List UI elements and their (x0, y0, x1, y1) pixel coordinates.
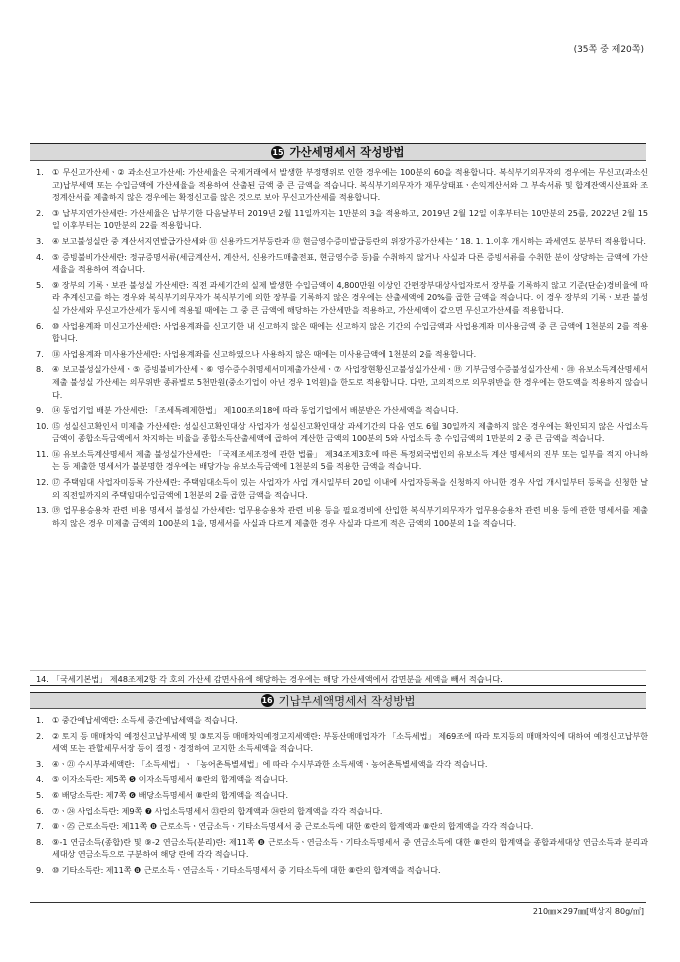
item-number: 6. (36, 805, 44, 816)
section-15-last-item (30, 670, 646, 686)
section-15-list (36, 166, 648, 532)
list-item (36, 714, 648, 727)
item-text: ⑰ 주택임대 사업자미등록 가산세란: 주택임대소득이 있는 사업자가 사업 개시일부터 20일 이내에 사업자등록을 신청하지 아니한 경우 사업 개시일부터 등록을 신청한 날의 직전일까지의 주택임대수입금액에 1천분의 2를 곱한 금액을 적습니다. (52, 477, 648, 500)
item-number: 10. (36, 420, 49, 431)
item-text: ⑯ 유보소득계산명세서 제출 불성실가산세란: 「국제조세조정에 관한 법률」 제34조제3호에 따른 특정외국법인의 유보소득 계산 명세서의 진부 또는 일부를 적지 아니하는 등 제출한 명세서가 불분명한 경우에는 배당가능 유보소득금액에 1천분의 5를 적용한 금액을 적습니다. (52, 448, 648, 472)
list-item (36, 820, 648, 833)
section-15-badge: 15 (272, 147, 284, 157)
item-text: ⑨ 장부의 기록ㆍ보관 불성실 가산세란: 직전 과세기간의 실제 발생한 수입금액이 4,800만원 이상인 간편장부대상사업자로서 장부를 기록하지 않고 기준(단순)경비율에 따라 추계신고를 하는 경우와 복식부기의무자가 복식부기에 의한 장부를 기록하지 않은 경우에는 산출세액에 20%를 곱한 금액을 적습니다. 이 경우 장부의 기록ㆍ보관 불성실 가산세와 무신고가산세가 동시에 적용될 때에는 그 중 큰 금액에 해당하는 가산세만을 적용하고, 가산세액이 같으면 무신고가산세를 적용합니다. (52, 279, 648, 315)
item-text: ⑥ 배당소득란: 제7쪽 ❻ 배당소득명세서 ⑧란의 합계액을 적습니다. (52, 789, 289, 800)
list-item (36, 207, 648, 232)
list-item (36, 404, 648, 417)
list-item (36, 730, 648, 755)
list-item (36, 805, 648, 818)
item-number: 2. (36, 730, 44, 741)
item-number: 12. (36, 477, 49, 488)
list-item (36, 251, 648, 276)
item-number: 14. (36, 674, 49, 684)
section-16-header (30, 692, 646, 709)
item-text: ⑤ 증빙불비가산세란: 정규증명서류(세금계산서, 계산서, 신용카드매출전표, 현금영수증 등)를 수취하지 않거나 사실과 다른 증빙서류를 수취한 분이 상당하는 금액에 가산세율을 적용하여 적습니다. (52, 251, 648, 275)
bottom-divider (30, 902, 646, 903)
list-item (36, 235, 648, 248)
section-16-list (36, 714, 648, 880)
item-number: 9. (36, 405, 44, 416)
list-item (36, 448, 648, 473)
item-text: ⑧ㆍ㉕ 근로소득란: 제11쪽 ❽ 근로소득ㆍ연금소득ㆍ기타소득명세서 중 근로소득에 대한 ⑥란의 합계액과 ⑧란의 합계액을 각각 적습니다. (52, 821, 534, 832)
item-number: 5. (36, 789, 44, 800)
item-text: ⑩ 사업용계좌 미신고가산세란: 사업용계좌를 신고기한 내 신고하지 않은 때에는 신고하지 않은 기간의 수입금액과 사업용계좌 미사용금액 중 큰 금액에 1천분의 2를 적용합니다. (52, 320, 648, 344)
item-text: ① 중간예납세액란: 소득세 중간예납세액을 적습니다. (52, 715, 238, 725)
item-text: ⑭ 동업기업 배분 가산세란: 「조세특례제한법」 제100조의18에 따라 동업기업에서 배분받은 가산세액을 적습니다. (52, 405, 459, 416)
section-15-title: 가산세명세서 작성방법 (289, 145, 405, 159)
item-number: 5. (36, 279, 44, 290)
list-item (36, 789, 648, 802)
page-number: (35쪽 중 제20쪽) (573, 45, 644, 55)
item-number: 3. (36, 235, 44, 246)
section-16-title: 기납부세액명세서 작성방법 (278, 693, 416, 708)
item-text: ⑤ 이자소득란: 제5쪽 ❺ 이자소득명세서 ⑧란의 합계액을 적습니다. (52, 774, 289, 785)
item-text: ⑮ 성실신고확인서 미제출 가산세란: 성실신고확인대상 사업자가 성실신고확인대상 과세기간의 다음 연도 6월 30일까지 제출하지 않은 경우에는 확인되지 않은 사업소득금액이 종합소득금액에서 차지하는 비율을 종합소득산출세액에 곱하여 계산한 금액의 100분의 5와 사업소득 총 수입금액의 1만분의 2 중 큰 금액을 적습니다. (52, 420, 648, 444)
item-text: ⑨-1 연금소득(종합)란 및 ⑨-2 연금소득(분리)란: 제11쪽 ❽ 근로소득ㆍ연금소득ㆍ기타소득명세서 중 연금소득에 대한 ⑧란의 합계액을 종합과세대상 연금소득과 분리과세대상 연금소득으로 구분하여 해당 란에 각각 적습니다. (52, 836, 648, 860)
item-number: 9. (36, 864, 44, 875)
paper-spec-note: 210㎜×297㎜[백상지 80g/㎡] (532, 907, 644, 916)
list-item (36, 758, 648, 771)
list-item (36, 773, 648, 786)
list-item (36, 504, 648, 529)
item-number: 8. (36, 836, 44, 847)
item-number: 6. (36, 320, 44, 331)
item-text: ⑦ㆍ㉔ 사업소득란: 제9쪽 ❼ 사업소득명세서 ㉓란의 합계액과 ㉔란의 합계액을 각각 적습니다. (52, 805, 383, 816)
item-text: ③ 납부지연가산세란: 가산세율은 납부기한 다음날부터 2019년 2월 11일까지는 1만분의 3을 적용하고, 2019년 2월 12일 이후부터는 10만분의 25를, 2022년 2월 15일 이후부터는 10만분의 22를 적용합니다. (52, 207, 648, 231)
item-number: 13. (36, 505, 49, 516)
item-text: 「국세기본법」 제48조제2항 각 호의 가산세 감면사유에 해당하는 경우에는 해당 가산세액에서 감면분을 세액을 빼서 적습니다. (52, 674, 503, 684)
list-item (36, 864, 648, 877)
item-number: 3. (36, 758, 44, 769)
item-text: ⑩ 기타소득란: 제11쪽 ❽ 근로소득ㆍ연금소득ㆍ기타소득명세서 중 기타소득에 대한 ⑧란의 합계액을 적습니다. (52, 864, 441, 875)
section-16-badge: 16 (261, 696, 273, 705)
list-item (36, 363, 648, 401)
item-text: ④ 보고불성실란 중 계산서지연발급가산세와 ⑪ 신용카드거부등란과 ⑫ 현금영수증미발급등란의 위장가공가산세는 ’ 18. 1. 1.이후 개시하는 과세연도 분부터 적용합니다. (52, 235, 646, 246)
item-number: 2. (36, 207, 44, 218)
item-text: ⑲ 업무용승용차 관련 비용 명세서 불성실 가산세란: 업무용승용차 관련 비용 등을 필요경비에 산입한 복식부기의무자가 업무용승용차 관련 비용 등에 관한 명세서를 제출하지 않은 경우 미제출 금액의 100분의 1을, 명세서를 사실과 다르게 제출한 경우 사실과 다르게 적은 금액의 100분의 1을 적습니다. (52, 505, 648, 528)
item-number: 1. (36, 167, 44, 177)
list-item (36, 320, 648, 345)
item-number: 4. (36, 774, 44, 785)
list-item (36, 836, 648, 861)
item-number: 1. (36, 715, 44, 725)
list-item (36, 420, 648, 445)
item-text: ⑱ 사업용계좌 미사용가산세란: 사업용계좌를 신고하였으나 사용하지 않은 때에는 미사용금액에 1천분의 2를 적용합니다. (52, 348, 477, 359)
item-number: 11. (36, 448, 49, 459)
list-item (36, 279, 648, 317)
list-item (36, 166, 648, 204)
item-text: ④ 보고불성실가산세ㆍ⑤ 증빙불비가산세ㆍ⑥ 영수증수취명세서미제출가산세ㆍ⑦ 사업장현황신고불성실가산세ㆍ⑲ 기부금영수증불성실가산세ㆍ⑳ 유보소득계산명세서 제출 불성실 가산세는 의무위반 종류별로 5천만원(중소기업이 아닌 경우 1억원)을 한도로 적용합니다. 다만, 고의적으로 의무위반을 한 경우에는 한도액을 적용하지 않습니다. (52, 364, 648, 400)
item-number: 7. (36, 348, 44, 359)
item-text: ① 무신고가산세ㆍ② 과소신고가산세: 가산세율은 국제거래에서 발생한 부정행위로 인한 경우에는 100분의 60을 적용합니다. 복식부기의무자의 경우에는 무신고(과소신고)납부세액 또는 수입금액에 가산세율을 적용하여 산출된 금액 중 큰 금액을 적습니다. 복식부기의무자가 재무상태표ㆍ손익계산서와 그 부속서류 및 합계잔액시산표와 조정계산서를 제출하지 않은 경우에는 확정신고를 않은 것으로 보아 무신고가산세를 적용합니다. (52, 167, 648, 203)
section-15-header (30, 143, 646, 161)
list-item (36, 476, 648, 501)
item-number: 7. (36, 821, 44, 832)
item-text: ② 토지 등 매매차익 예정신고납부세액 및 ③토지등 매매차익예정고지세액란: 부동산매매업자가 「소득세법」 제69조에 따라 토지등의 매매차익에 대하여 예정신고납부한 세액 또는 관할세무서장 등이 결정ㆍ경정하여 고지한 소득세액을 적습니다. (52, 730, 648, 754)
item-number: 4. (36, 251, 44, 262)
list-item (36, 348, 648, 361)
item-number: 8. (36, 364, 44, 375)
item-text: ④ㆍ㉑ 수시부과세액란: 「소득세법」ㆍ「농어촌특별세법」에 따라 수시부과한 소득세액ㆍ농어촌특별세액을 각각 적습니다. (52, 758, 488, 769)
